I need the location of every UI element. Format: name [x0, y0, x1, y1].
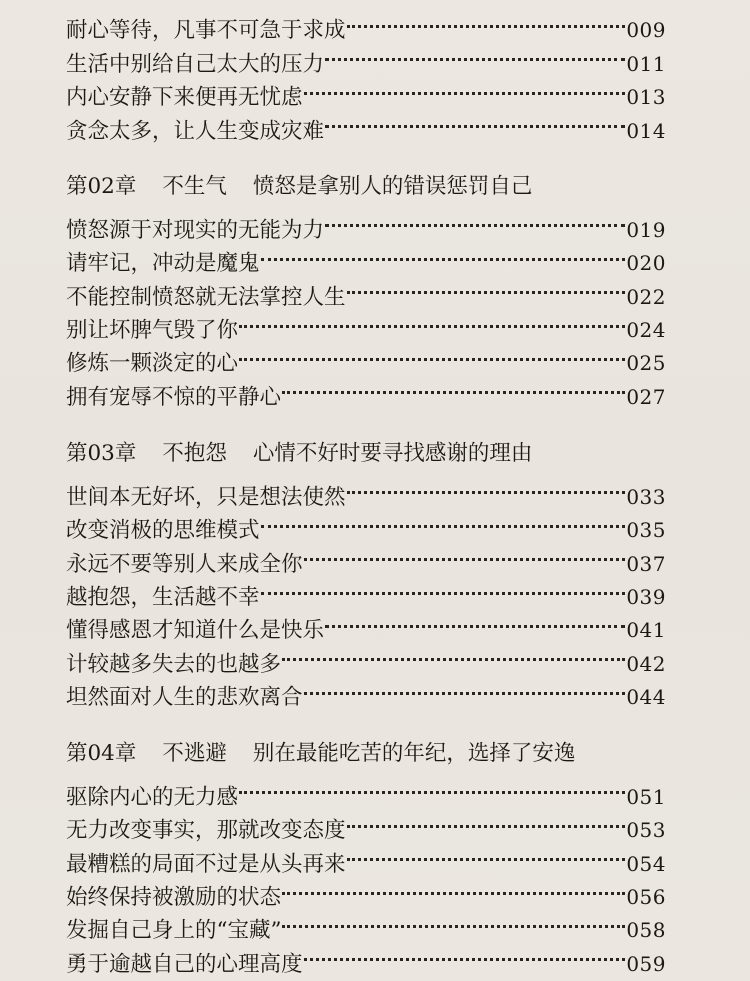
chapter-number: 第04章 [66, 741, 137, 766]
toc-section-continued [66, 4, 666, 144]
dot-leader [239, 770, 625, 803]
toc-entry-page: 033 [626, 484, 666, 509]
toc-entry-page: 059 [626, 951, 666, 976]
toc-entry-title: 无力改变事实，那就改变态度 [66, 818, 346, 844]
toc-entry-title: 越抱怨，生活越不幸 [66, 584, 260, 610]
toc-entry-title: 不能控制愤怒就无法掌控人生 [66, 284, 346, 310]
toc-entry-page: 024 [626, 317, 666, 342]
toc-entry-page: 058 [626, 918, 666, 943]
toc-entry-title: 修炼一颗淡定的心 [66, 351, 239, 377]
chapter-heading[interactable] [66, 437, 666, 470]
toc-entry-title: 计较越多失去的也越多 [66, 651, 282, 677]
toc-entry-page: 054 [626, 851, 666, 876]
dot-leader [347, 804, 626, 837]
toc-entry-page: 035 [626, 518, 666, 543]
toc-entry-title: 内心安静下来便再无忧虑 [66, 85, 303, 111]
toc-entry-title: 别让坏脾气毁了你 [66, 317, 239, 343]
toc-entry-title: 请牢记，冲动是魔鬼 [66, 251, 260, 277]
dot-leader [347, 837, 626, 870]
dot-leader [325, 104, 625, 137]
chapter-heading[interactable] [66, 170, 666, 203]
chapter-name: 不生气 [162, 174, 227, 199]
chapter-number: 第03章 [66, 441, 137, 466]
toc-entry-title: 发掘自己身上的“宝藏” [66, 918, 282, 944]
chapter-name: 不抱怨 [162, 441, 227, 466]
toc-entry[interactable] [66, 4, 666, 44]
toc-chapter-02 [66, 170, 666, 410]
dot-leader [304, 71, 626, 104]
toc-entry-title: 勇于逾越自己的心理高度 [66, 951, 303, 977]
toc-chapter-03 [66, 437, 666, 711]
toc-entry-page: 022 [626, 284, 666, 309]
dot-leader [261, 504, 626, 537]
chapter-subtitle: 别在最能吃苦的年纪，选择了安逸 [252, 741, 576, 766]
toc-entry-page: 053 [626, 818, 666, 843]
chapter-number: 第02章 [66, 174, 137, 199]
toc-entry-title: 最糟糕的局面不过是从头再来 [66, 851, 346, 877]
toc-entry-title: 世间本无好坏，只是想法使然 [66, 484, 346, 510]
dot-leader [304, 937, 626, 970]
dot-leader [347, 270, 626, 303]
dot-leader [325, 604, 625, 637]
chapter-subtitle: 心情不好时要寻找感谢的理由 [252, 441, 533, 466]
toc-entry-page: 009 [626, 18, 666, 43]
toc-entry-page: 039 [626, 584, 666, 609]
toc-entry-title: 驱除内心的无力感 [66, 784, 239, 810]
toc-entry-title: 贪念太多，让人生变成灾难 [66, 118, 325, 144]
toc-entry-page: 020 [626, 251, 666, 276]
toc-entry-title: 拥有宠辱不惊的平静心 [66, 384, 282, 410]
dot-leader [261, 237, 626, 270]
toc-entry-page: 044 [626, 685, 666, 710]
dot-leader [347, 4, 626, 37]
toc-entry-title: 改变消极的思维模式 [66, 518, 260, 544]
toc-entry-page: 025 [626, 351, 666, 376]
toc-entry-page: 042 [626, 651, 666, 676]
toc-entry-page: 027 [626, 384, 666, 409]
dot-leader [282, 904, 625, 937]
chapter-heading[interactable] [66, 737, 686, 770]
toc-entry-page: 051 [626, 784, 666, 809]
toc-entry-title: 耐心等待，凡事不可急于求成 [66, 18, 346, 44]
toc-entry-page: 037 [626, 551, 666, 576]
toc-entry[interactable] [66, 203, 666, 243]
toc-entry-title: 始终保持被激励的状态 [66, 884, 282, 910]
dot-leader [304, 671, 626, 704]
dot-leader [261, 571, 626, 604]
toc-entry-page: 014 [626, 118, 666, 143]
toc-entry[interactable] [66, 470, 666, 510]
dot-leader [282, 871, 625, 904]
toc-chapter-04 [66, 737, 686, 977]
toc-entry-page: 056 [626, 884, 666, 909]
toc-entry-page: 013 [626, 85, 666, 110]
dot-leader [325, 203, 625, 236]
chapter-subtitle: 愤怒是拿别人的错误惩罚自己 [252, 174, 533, 199]
chapter-name: 不逃避 [162, 741, 227, 766]
dot-leader [282, 637, 625, 670]
dot-leader [239, 337, 625, 370]
dot-leader [282, 370, 625, 403]
toc-entry-title: 生活中别给自己太大的压力 [66, 51, 325, 77]
toc-entry-title: 永远不要等别人来成全你 [66, 551, 303, 577]
toc-entry-title: 坦然面对人生的悲欢离合 [66, 685, 303, 711]
toc-entry-page: 011 [626, 51, 666, 76]
toc-entry-page: 019 [626, 217, 666, 242]
dot-leader [304, 537, 626, 570]
dot-leader [325, 37, 625, 70]
dot-leader [347, 470, 626, 503]
toc-entry-title: 懂得感恩才知道什么是快乐 [66, 618, 325, 644]
toc-entry-title: 愤怒源于对现实的无能为力 [66, 217, 325, 243]
toc-entry[interactable] [66, 770, 666, 810]
chapter-entries [66, 770, 666, 977]
toc-entry-page: 041 [626, 618, 666, 643]
dot-leader [239, 304, 625, 337]
